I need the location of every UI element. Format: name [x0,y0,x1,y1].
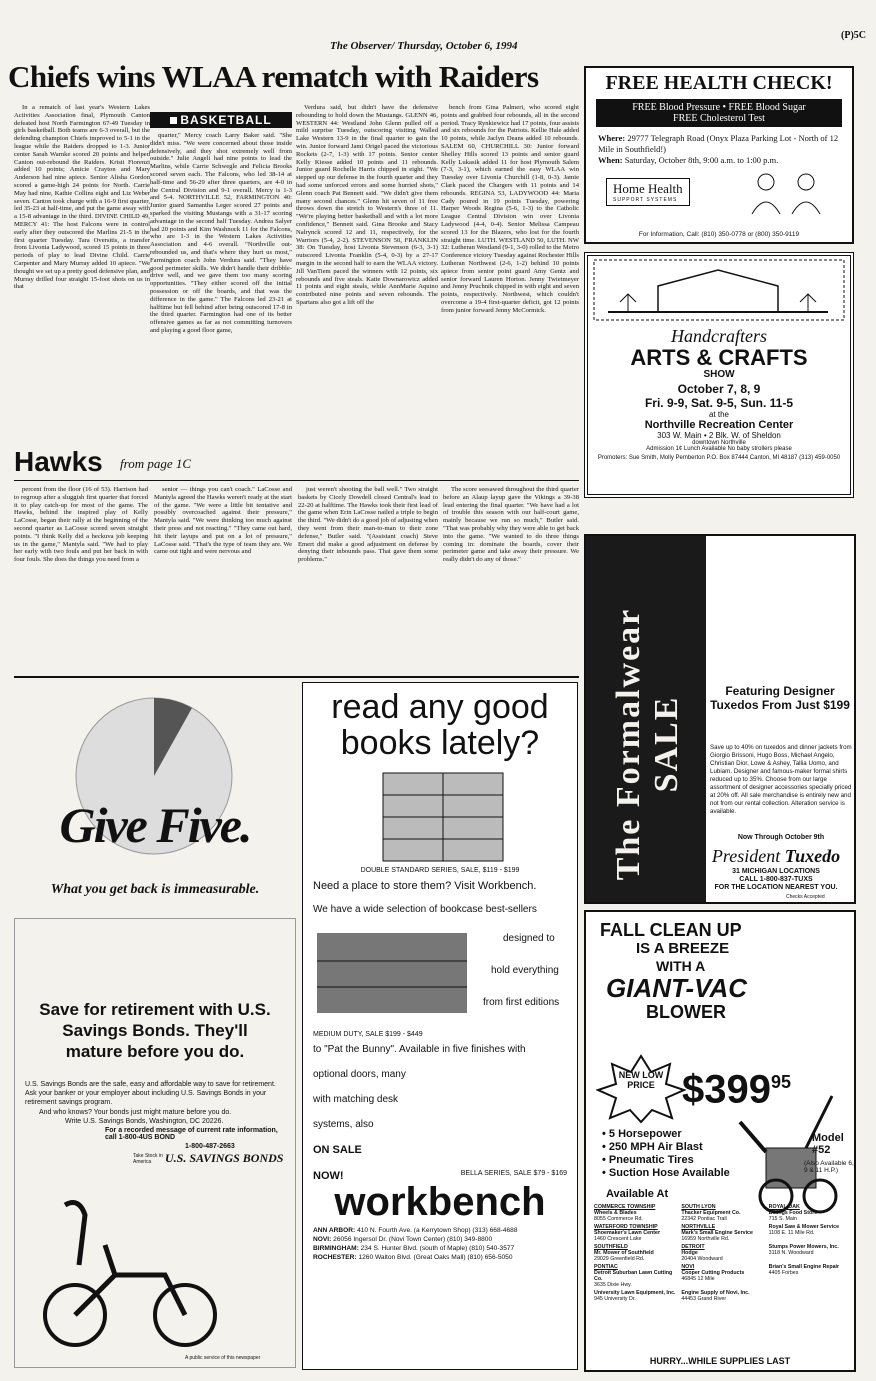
dealer-addr: 715 S. Main [768,1216,797,1222]
dealer-addr: 8055 Commerce Rd. [594,1216,643,1222]
workbench-now: NOW! [313,1170,344,1182]
dealer-name: Brian's Small Engine Repair [768,1264,840,1270]
dealer-entry [681,1204,764,1222]
story-text: quarter," Mercy coach Larry Baker said. "She didn't miss. "We were concerned about those inside defensively, and they shot extremely well from outside." Julie Angeli had nine points to lead the Marlins, while Carrie Schwegle and Felicia Brooks scored seven each. The Falcons, who led 38-14 at half-time and 56-29 after three quarters, are 4-0 in the Central Division and 9-1 overall. Mercy is 1-3 and 5-4. NORTHVILLE 52, FARMINGTON 40: Junior guard Samantha Leger scored 27 points and sparked the visiting Mustangs with a 31-17 scoring advantage in the second half Tuesday. Andrea Salyer had 20 points and Kim Washnock 11 for the Falcons, who are 1-3 in the Western Lakes Activities Association and 4-6 overall. "Northville out-rebounded us, and that's where they hurt us most," Farmington coach John Verdura said. "They have good perimeter skills. We didn't handle their dribble-drive well, and we gave them too many scoring opportunities. "They either scored off the initial possession or off the boards, and that was the difference in the game." The Falcons led 23-21 at halftime but fell behind after being outscored 17-8 in the third quarter. Farmington had one of its better offensive games as far as not committing turnovers and playing a good floor game, [150,132,292,334]
store-address: 234 S. Hunter Blvd. (south of Maple) (810) 540-3577 [360,1245,515,1252]
vac-line-4: BLOWER [646,1002,726,1022]
dealer-town: NORTHVILLE [681,1224,716,1230]
hawks-text: percent from the floor (16 of 53). Harrison had to regroup after a sluggish first quarter that forced it to play catch-up for most of the game. The Hawks, behind the inspired play of Kelly LaCosse, began their rally at the beginning of the second quarter as LaCosse scored seven straight points. "I think Kelly did a heckuva job keeping us in the game," Mantyla said. "We had to play her early with two fouls and put her back in with four fouls. She does the things you need from a [14,486,148,564]
divider [14,480,579,481]
vac-feature [602,1128,730,1141]
dealer-entry [681,1290,764,1302]
square-bullet-icon [170,117,177,124]
tux-through: Now Through October 9th [737,834,825,841]
crafts-title-2: ARTS & CRAFTS [630,345,808,370]
vac-feature-text: Pneumatic Tires [608,1154,694,1166]
dealer-name: Thacker Equipment Co. [681,1210,741,1216]
health-tests-1: FREE Blood Pressure • FREE Blood Sugar [632,102,806,113]
give-five-title: Give Five. [59,797,251,853]
workbench-headline: read any good books lately? [331,688,549,762]
store-city: ROCHESTER: [313,1254,357,1261]
dealer-name: Hodge [681,1250,698,1256]
dealer-addr: 16959 Northville Rd. [681,1236,730,1242]
dealer-town: SOUTHFIELD [594,1244,628,1250]
dealer-addr: 1108 E. 11 Mile Rd. [768,1230,815,1236]
dealer-addr: 4405 Forbes [768,1270,799,1276]
bullet-icon: • [602,1154,609,1166]
dealer-entry [769,1244,852,1262]
story-column-1 [14,104,150,440]
hawks-text: just weren't shooting the ball well." Two straight baskets by Cicely Dowdell closed Central's lead to 22-20 at halftime. The Hawks took their first lead of the game when Erin LaCosse nailed a triple to begin the third. "We didn't do a good job of adjusting when they went from their man-to-man to their zone defense," Butler said. "(Assistant coach) Steve Emert did make a good adjustment on defense by denying their inbounds pass. That gave them some problems." [298,486,438,564]
home-health-logo: Home Health [613,181,683,196]
story-text: bench from Gina Palmeri, who scored eight points and grabbed four rebounds, all in the second period. Tracy Rynkiewicz had 17 points, four assists and six rebounds for the Patriots. Kellie Hale added 10 points, while Jaclyn Deans added 10 rebounds. SALEM 60, CHURCHILL 30: Junior forward Shelley Hills scored 13 points and senior guard Kelly Lukasik added 11 for host Plymouth Salem (7-3, 3-1), which earned the easy WLAA win Tuesday over Livonia Churchill (1-8, 0-3). Jamie Clark paced the Chargers with 11 points and 14 rebounds. REGINA 53, LADYWOOD 44: Maria Cady poured in 19 points Tuesday, powering Harper Woods Regina (5-6, 1-3) to the Catholic League Central Division win over Livonia Ladywood (4-4, 0-4). Senior Melissa Campeau scored 13 for the Blazers, who lost for the fourth straight time. LUTH. WESTLAND 50, LUTH. NW 32: Lutheran Westland (9-1, 3-0) rolled to the Metro Conference victory Tuesday against Rochester Hills Lutheran Northwest (2-6, 1-2) behind 10 points apiece from senior point guard Amy Gentz and senior forward Lauren Horton. Jenny Twietmeyer and Jenny Pruchnik chipped in with eight and seven points, respectively. Northwest, which couldn't overcome a 19-4 first-quarter deficit, got 12 points from junior forward Jenny McCormick. [441,104,579,314]
vac-brand: GIANT-VAC [606,973,748,1003]
dealer-entry [769,1264,852,1288]
vac-feature-text: Suction Hose Available [608,1167,730,1179]
store-address: 410 N. Fourth Ave. (a Kerrytown Shop) (313) 668-4688 [357,1227,518,1234]
hawks-column-2 [154,486,292,672]
store-city: BIRMINGHAM: [313,1245,359,1252]
dealer-name: University Lawn Equipment, Inc. [594,1290,676,1296]
dealer-town: DETROIT [681,1244,705,1250]
dealer-name: Stumps Power Mowers, Inc. [768,1244,839,1250]
workbench-opt-2: with matching desk [313,1094,399,1105]
bookcase-illustration-icon [303,767,577,867]
page-number: (P)5C [841,30,866,41]
dealer-addr: 945 University Dr. [594,1296,636,1302]
crafts-admission: Admission 1¢ Lunch Available No baby strollers please [646,446,792,452]
tux-body: Save up to 40% on tuxedos and dinner jackets from Giorgio Brissoni, Hugo Boss, Michael Angelo, Christian Dior, Lowe & Ashey, Tallia Uomo, and Lubiam. Designer and famous-maker formal shirts reduced up to 35%. Choose from our large assortment of designer accessories specially priced at 20% off. All sale merchandise is entirely new and not from our rental collection. Alteration service is available. [710,744,852,815]
dealer-name: Mark's Small Engine Service [681,1230,753,1236]
bonds-headline: Save for retirement with U.S. Savings Bonds. They'll mature before you do. [39,1000,271,1061]
store-address: 26056 Ingersol Dr. (Novi Town Center) (810) 349-8800 [333,1236,493,1243]
crafts-hours: Fri. 9-9, Sat. 9-5, Sun. 11-5 [644,396,794,410]
dealer-addr: 1460 Crescent Lake [594,1236,642,1242]
workbench-caption-2: MEDIUM DUTY, SALE $199 - $449 [313,1031,423,1038]
formalwear-ad [584,534,856,904]
dealer-town: SOUTH LYON [681,1204,716,1210]
dealer-entry [769,1204,852,1222]
us-savings-bonds-logo: U.S. SAVINGS BONDS [165,1151,284,1165]
story-column-4 [441,104,579,440]
motorcycle-illustration-icon [25,1185,225,1355]
giant-vac-ad [584,910,856,1372]
vac-price-cents: 95 [770,1072,792,1092]
tux-locations: 31 MICHIGAN LOCATIONS [732,868,820,875]
divider [14,676,579,678]
dealer-name: Cooper Cutting Products [681,1270,745,1276]
house-illustration-icon [588,256,850,326]
dealer-town: COMMERCE TOWNSHIP [594,1204,656,1210]
workbench-onsale: ON SALE [313,1144,362,1156]
dealer-name: Shoemaker's Lawn Center [594,1230,661,1236]
tux-nearest: FOR THE LOCATION NEAREST YOU. [714,884,838,891]
section-banner [150,112,292,128]
workbench-ad [302,682,578,1370]
hawks-column-3 [298,486,438,672]
bullet-icon: • [602,1128,609,1140]
people-illustration-icon [736,168,836,216]
dealer-addr: 20404 Woodward [681,1256,723,1262]
workbench-side-2: hold everything [491,965,559,976]
vac-hurry: HURRY...WHILE SUPPLIES LAST [649,1356,791,1366]
dealer-name: Detroit Suburban Lawn Cutting Co. [594,1270,673,1282]
dealer-entry [594,1204,677,1222]
workbench-caption-1: DOUBLE STANDARD SERIES, SALE, $119 - $199 [360,867,520,874]
page-header: The Observer/ Thursday, October 6, 1994 [330,40,518,52]
vac-available: Available At [606,1188,669,1200]
health-title: FREE HEALTH CHECK! [605,72,833,94]
vac-line-2: IS A BREEZE [636,940,730,957]
vac-dealer-grid [594,1204,852,1302]
hawks-column-4 [443,486,579,672]
tux-phone: CALL 1-800-837-TUXS [739,876,813,883]
dealer-entry [594,1264,677,1288]
tuxedo-brand: Tuxedo [784,846,841,866]
store-row [313,1226,567,1235]
vac-feature [602,1154,730,1167]
workbench-wide: We have a wide selection of bookcase best-sellers [313,904,537,915]
section-banner-label: BASKETBALL [180,113,272,127]
story-column-2 [150,132,292,440]
dealer-town: WATERFORD TOWNSHIP [594,1224,658,1230]
story-text: In a rematch of last year's Western Lakes Activities Association final, Plymouth Canton defeated host North Farmington 67-49 Tuesday in girls basketball. Both teams are 6-3 overall, but the defending champion Chiefs improved to 5-1 in the league while the Raiders dropped to 1-3. Junior center Sarah Warnke scored 20 points and helped Canton out-rebound the Raiders. Kristi Fiorenzi added 10 points; Amicie Crayton and Mary Anderson had nine apiece. Senior Alisha Gordon scored a game-high 24 points for North. Carrie May had nine, Kathie Collins eight and Liz Weber seven. Canton took charge with a 16-9 first quarter, led 35-23 at half-time, and put the game away with a 15-8 advantage in the third. DIVINE CHILD 49, MERCY 41: The host Falcons were in control early after they outscored the Marlins 21-5 in the first quarter Tuesday. Tara Oversitis, a transfer from Livonia Ladywood, scored 15 points in three periods of play to lead Divine Child. Carrie Carpenter and Mary Murray added 10 apiece. "We thought we set up a pretty good defensive plan, and Murray drilled four straight 15-foot shots on us in that [14,104,150,291]
bullet-icon: • [602,1167,609,1179]
store-city: NOVI: [313,1236,332,1243]
crafts-dates: October 7, 8, 9 [677,382,761,396]
dealer-entry [594,1290,677,1302]
dealer-name: Billings Food Store [768,1210,818,1216]
leaf-blower-illustration-icon [736,1092,846,1222]
workbench-opt-3: systems, also [313,1119,374,1130]
dealer-entry [681,1264,764,1288]
crafts-address: 303 W. Main • 2 Blk. W. of Sheldon [657,431,781,440]
crafts-city: downtown Northville [692,440,746,446]
give-five-tagline: What you get back is immeasurable. [50,882,260,897]
dealer-entry [681,1224,764,1242]
workbench-caption-3: BELLA SERIES, SALE $79 - $169 [460,1170,567,1177]
vac-starburst: NEW LOW PRICE [618,1070,664,1090]
dealer-entry [594,1244,677,1262]
crafts-title-3: SHOW [703,369,735,380]
savings-bonds-ad [14,918,296,1368]
give-five-ad [14,686,296,906]
bonds-logo-tagline: Take Stock in America [133,1153,163,1165]
dealer-town: ROYAL OAK [768,1204,800,1210]
where-label: Where: [598,133,626,143]
crafts-promoters: Promoters: Sue Smith, Molly Pemberton P.O. Box 87444 Canton, MI 48187 (313) 459-0050 [597,455,841,461]
dealer-town: PONTIAC [594,1264,618,1270]
vac-price: $399 [682,1067,771,1112]
hawks-text: The score seesawed throughout the third quarter before an Alaup layup gave the Vikings a 39-38 lead entering the final quarter. "We have had a lot of trouble this season with our half-court game, mainly because we run so much," Butler said. "That was probably why they were able to get back into the game. "We wanted to do three things coming in: dominate the boards, cover their perimeter game and take away their pressure. We really didn't do any of those." [443,486,579,564]
hawks-column-1 [14,486,148,672]
home-health-logo-sub: SUPPORT SYSTEMS [613,197,678,203]
health-check-ad [584,66,854,244]
workbench-side-1: designed to [503,933,555,944]
story-text: Verdura said, but didn't have the defensive rebounding to hold down the Mustangs. GLENN 46, WESTERN 44: Westland John Glenn pulled off a mild surprise Tuesday, outscoring visiting Walled Lake Western 13-9 in the final quarter to gain the win. Junior forward Jami Origel paced the victorious Rockets (2-7, 1-3) with 17 points. Senior center Kelly Kiesse added 10 points and 11 rebounds. Junior guard Rochelle Harris chipped in eight. "We stepped up our defense in the fourth quarter and they had some unforced errors and some hurried shots," Glenn coach Pat Bennett said. "We didn't give them many second chances." Glenn hit seven of 11 free throws down the stretch to Western's three of 11. "We're playing better basketball and with a lot more confidence," Bennett said. Gina Brooke and Stacy Nalrynck scored 12 and 11, respectively, for the Warriors (5-4, 2-2). STEVENSON 50, FRANKLIN 38: On Tuesday, host Livonia Stevenson (6-3, 3-1) outscored Livonia Franklin (5-4, 0-3) by a 27-17 margin in the second half to earn the WLAA victory. Jill VanTiem paced the winners with 12 points, six rebounds and five steals. Katie Downarowicz added 11 points and eight steals, while AnnMarie Aquino contributed nine points and seven rebounds. The Spartans also got a lift off the [296,104,438,306]
when-label: When: [598,155,623,165]
bonds-record: For a recorded message of current rate information, call 1-800-4US BOND [105,1127,278,1141]
health-when: Saturday, October 8th, 9:00 a.m. to 1:00 p.m. [624,155,779,165]
dealer-entry [769,1224,852,1242]
hawks-jump-line: from page 1C [120,456,192,471]
vac-feature-text: 5 Horsepower [608,1128,682,1140]
crafts-title-1: Handcrafters [671,326,767,346]
dealer-name: Mr. Mower of Southfield [594,1250,654,1256]
dealer-entry [594,1224,677,1242]
tux-featuring: Featuring Designer Tuxedos From Just $199 [710,684,850,712]
crafts-venue: Northville Recreation Center [644,419,794,431]
dealer-addr: 44453 Grand River [681,1296,727,1302]
vac-model: Model #52 [812,1132,844,1156]
president-brand: President [711,846,781,866]
vac-feature [602,1167,730,1180]
dealer-name: Engine Supply of Novi, Inc. [681,1290,750,1296]
vac-line-3: WITH A [656,958,706,974]
store-row [313,1235,567,1244]
bonds-psa: A public service of this newspaper [185,1355,261,1361]
vac-feature-text: 250 MPH Air Blast [608,1141,703,1153]
bonds-write: Write U.S. Savings Bonds, Washington, DC 20226. [65,1118,224,1125]
dealer-addr: 22342 Pontiac Trail [681,1216,727,1222]
hawks-title: Hawks [14,446,103,477]
health-tests-2: FREE Cholesterol Test [673,113,765,124]
bonds-body: U.S. Savings Bonds are the safe, easy and affordable way to save for retirement. Ask your banker or your employer about including U.S. Savings Bonds in your retirement savings program. [25,1081,276,1106]
dealer-entry [681,1244,764,1262]
health-info: For Information, Call: (810) 350-0778 or (800) 350-9119 [638,231,800,238]
store-city: ANN ARBOR: [313,1227,356,1234]
workbench-side-3: from first editions [483,997,560,1008]
workbench-need: Need a place to store them? Visit Workbench. [313,880,537,892]
store-row [313,1253,567,1262]
vac-line-1: FALL CLEAN UP [600,920,742,940]
workbench-logo: workbench [334,1180,546,1224]
dealer-addr: 3635 Dixie Hwy. [594,1282,632,1288]
hawks-text: senior — things you can't coach." LaCosse and Mantyla agreed the Hawks weren't ready at the start of the game. "We were a little bit tentative and possibly overcoached against their pressure," Mantyla said. "We were thinking too much against their press and not reacting." "They came out hard, hit their layups and put on a lot of pressure," LaCosse said. "That's the type of team they are. We came out tight and were nervous and [154,486,292,556]
story-column-3 [296,104,438,440]
dealer-name: Wheels & Blades [594,1210,637,1216]
checks-accepted: Checks Accepted [786,894,825,900]
crafts-show-ad [584,252,854,498]
dealer-addr: 3118 N. Woodward [768,1250,814,1256]
bonds-phone: 1-800-487-2663 [185,1143,235,1150]
bullet-icon: • [602,1141,609,1153]
formalwear-vertical-title: The Formalwear SALE [610,607,685,881]
bookcase-illustration-icon [313,925,473,1015]
crafts-at: at the [708,410,729,419]
dealer-addr: 46845 12 Mile [681,1276,715,1282]
vac-also: (Also Available 6, 9 & 11 H.P.) [804,1160,854,1174]
vac-feature-list [602,1128,730,1180]
dealer-town: NOVI [681,1264,695,1270]
story-headline: Chiefs wins WLAA rematch with Raiders [8,59,539,94]
dealer-addr: 29029 Greenfield Rd. [594,1256,645,1262]
store-address: 1260 Walton Blvd. (Great Oaks Mall) (810) 656-5050 [358,1254,513,1261]
health-where: 29777 Telegraph Road (Onyx Plaza Parking Lot - North of 12 Mile in Southfield!) [598,133,839,154]
workbench-store-list [313,1226,567,1262]
workbench-opt-1: optional doors, many [313,1069,406,1080]
store-row [313,1244,567,1253]
workbench-pat: to "Pat the Bunny". Available in five finishes with [313,1044,526,1055]
dealer-name: Royal Saw & Mower Service [768,1224,840,1230]
vac-feature [602,1141,730,1154]
bonds-cta: And who knows? Your bonds just might mature before you do. [39,1109,232,1116]
